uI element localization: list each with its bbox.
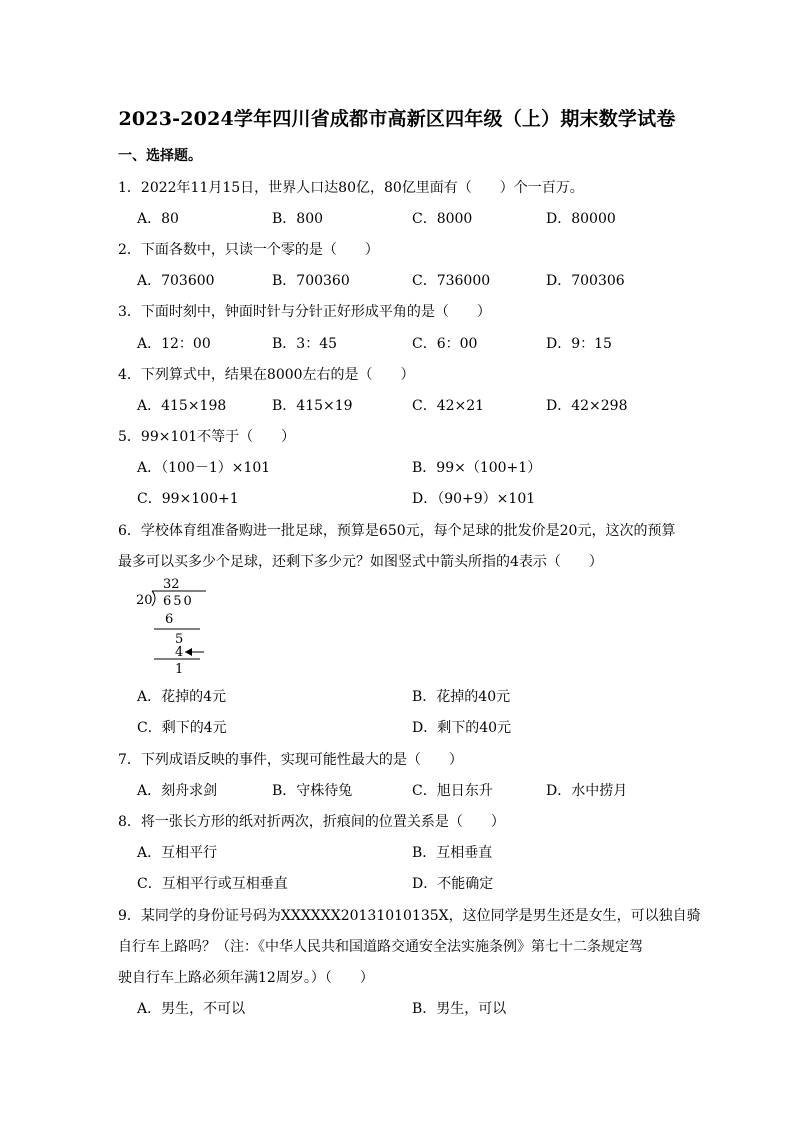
question-1-option-c[interactable]: C．8000	[412, 211, 473, 227]
question-2-option-a[interactable]: A．703600	[137, 273, 215, 289]
question-6-option-a[interactable]: A．花掉的4元	[137, 689, 227, 705]
division-dividend: 650	[163, 594, 194, 609]
page-title: 2023-2024学年四川省成都市高新区四年级（上）期末数学试卷	[118, 108, 676, 130]
question-2-option-c[interactable]: C．736000	[412, 273, 491, 289]
question-5-option-d[interactable]: D．（90+9）×101	[412, 491, 536, 507]
question-9-stem-line-2: 自行车上路吗？（注：《中华人民共和国道路交通安全法实施条例》第七十二条规定驾	[118, 939, 643, 955]
division-quotient: 32	[163, 577, 180, 592]
division-step-3: 4	[175, 645, 184, 660]
division-step-2: 5	[175, 632, 184, 647]
question-1-stem: 1．2022年11月15日，世界人口达80亿，80亿里面有（ ）个一百万。	[118, 180, 584, 196]
question-8-stem: 8．将一张长方形的纸对折两次，折痕间的位置关系是（ ）	[118, 814, 505, 830]
question-7-option-c[interactable]: C．旭日东升	[412, 783, 493, 799]
division-remainder: 1	[175, 662, 184, 677]
question-6-option-d[interactable]: D．剩下的40元	[412, 720, 512, 736]
question-8-option-d[interactable]: D．不能确定	[412, 876, 494, 892]
question-1-option-a[interactable]: A．80	[137, 211, 179, 227]
question-6-option-c[interactable]: C．剩下的4元	[137, 720, 227, 736]
question-4-stem: 4．下列算式中，结果在8000左右的是（ ）	[118, 367, 415, 383]
arrow-left-icon	[185, 648, 192, 656]
long-division-diagram	[134, 574, 214, 678]
section-heading: 一、选择题。	[118, 148, 202, 164]
question-2-option-b[interactable]: B．700360	[272, 273, 350, 289]
question-4-option-c[interactable]: C．42×21	[412, 398, 485, 414]
question-8-option-a[interactable]: A．互相平行	[137, 845, 218, 861]
question-5-option-c[interactable]: C．99×100+1	[137, 491, 239, 507]
question-3-option-b[interactable]: B．3：45	[272, 336, 338, 352]
question-5-option-a[interactable]: A．（100－1）×101	[137, 460, 271, 476]
question-3-stem: 3．下面时刻中，钟面时针与分针正好形成平角的是（ ）	[118, 304, 491, 320]
question-9-option-a[interactable]: A．男生，不可以	[137, 1001, 246, 1017]
question-8-option-c[interactable]: C．互相平行或互相垂直	[137, 876, 288, 892]
question-2-option-d[interactable]: D．700306	[546, 273, 625, 289]
question-6-stem-line-2: 最多可以买多少个足球，还剩下多少元？如图竖式中箭头所指的4表示（ ）	[118, 554, 603, 570]
division-divisor: 20	[136, 593, 153, 608]
question-7-stem: 7．下列成语反映的事件，实现可能性最大的是（ ）	[118, 752, 463, 768]
question-1-option-d[interactable]: D．80000	[546, 211, 616, 227]
question-4-option-d[interactable]: D．42×298	[546, 398, 628, 414]
question-3-option-c[interactable]: C．6：00	[412, 336, 478, 352]
question-7-option-b[interactable]: B．守株待兔	[272, 783, 353, 799]
question-4-option-a[interactable]: A．415×198	[137, 398, 227, 414]
question-2-stem: 2．下面各数中，只读一个零的是（ ）	[118, 242, 379, 258]
question-6-stem-line-1: 6．学校体育组准备购进一批足球，预算是650元，每个足球的批发价是20元，这次的预算	[118, 523, 676, 539]
question-5-option-b[interactable]: B．99×（100+1）	[412, 460, 542, 476]
question-5-stem: 5．99×101不等于（ ）	[118, 429, 296, 445]
question-3-option-a[interactable]: A．12：00	[137, 336, 211, 352]
question-3-option-d[interactable]: D．9：15	[546, 336, 612, 352]
question-9-option-b[interactable]: B．男生，可以	[412, 1001, 507, 1017]
question-9-stem-line-1: 9．某同学的身份证号码为XXXXXX20131010135X，这位同学是男生还是女生，可以独自骑	[118, 908, 701, 924]
question-9-stem-line-3: 驶自行车上路必须年满12周岁。）（ ）	[118, 970, 374, 986]
long-division-figure	[134, 574, 214, 678]
question-7-option-d[interactable]: D．水中捞月	[546, 783, 628, 799]
question-1-option-b[interactable]: B．800	[272, 211, 324, 227]
question-8-option-b[interactable]: B．互相垂直	[412, 845, 493, 861]
question-4-option-b[interactable]: B．415×19	[272, 398, 353, 414]
question-7-option-a[interactable]: A．刻舟求剑	[137, 783, 218, 799]
question-6-option-b[interactable]: B．花掉的40元	[412, 689, 511, 705]
division-step-1: 6	[165, 612, 174, 627]
